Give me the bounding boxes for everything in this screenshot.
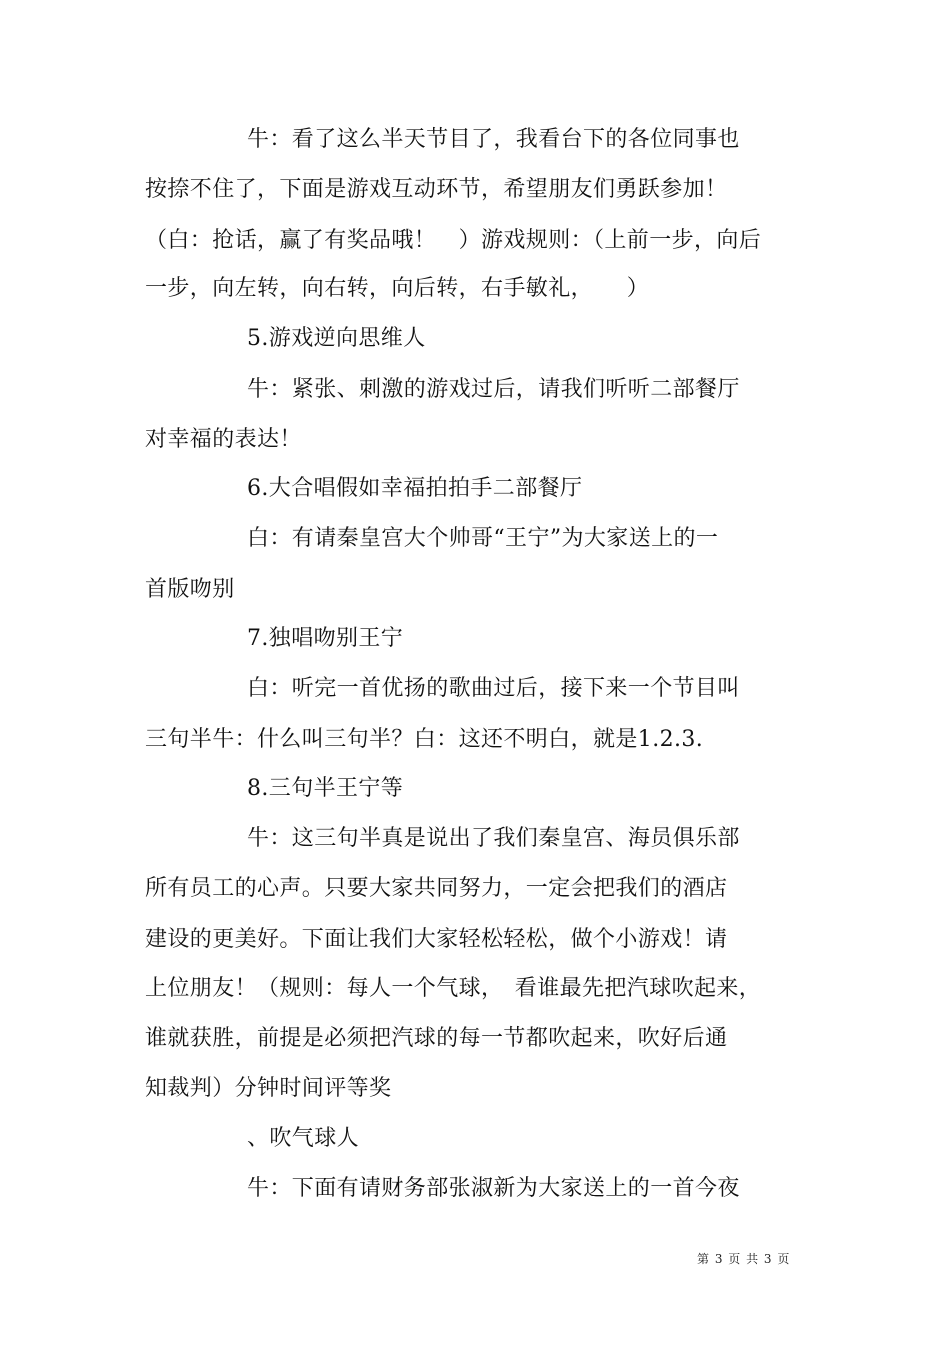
text-line: 建设的更美好。下面让我们大家轻松轻松，做个小游戏！请 (145, 927, 728, 952)
text-line: 上位朋友！（规则：每人一个气球， 看谁最先把汽球吹起来， (145, 976, 762, 1001)
text-line: 三句半牛：什么叫三句半？白：这还不明白，就是1.2.3. (145, 727, 704, 752)
text-line: 牛：下面有请财务部张淑新为大家送上的一首今夜 (247, 1176, 740, 1201)
text-line: 牛：这三句半真是说出了我们秦皇宫、海员俱乐部 (247, 826, 740, 851)
text-line: 按捺不住了，下面是游戏互动环节，希望朋友们勇跃参加！ (145, 177, 728, 202)
text-line: 对幸福的表达！ (145, 427, 302, 452)
text-line: （白：抢话，赢了有奖品哦！ ）游戏规则：（上前一步，向后 (145, 228, 762, 253)
text-line: 谁就获胜，前提是必须把汽球的每一节都吹起来，吹好后通 (145, 1026, 728, 1051)
section-heading: 8.三句半王宁等 (247, 776, 404, 801)
text-line: 牛：紧张、刺激的游戏过后，请我们听听二部餐厅 (247, 377, 740, 402)
text-line: 白：听完一首优扬的歌曲过后，接下来一个节目叫 (247, 676, 740, 701)
text-line: 首版吻别 (145, 577, 235, 602)
section-heading: 、吹气球人 (247, 1126, 360, 1151)
section-heading: 7.独唱吻别王宁 (247, 626, 404, 651)
text-line: 白：有请秦皇宫大个帅哥“王宁”为大家送上的一 (247, 526, 719, 551)
text-line: 牛：看了这么半天节目了，我看台下的各位同事也 (247, 127, 740, 152)
text-line: 知裁判）分钟时间评等奖 (145, 1076, 392, 1101)
text-line: 一步，向左转，向右转，向后转，右手敏礼， ） (145, 276, 650, 301)
page-number-footer: 第 3 页 共 3 页 (697, 1252, 791, 1266)
section-heading: 6.大合唱假如幸福拍拍手二部餐厅 (247, 476, 583, 501)
text-line: 所有员工的心声。只要大家共同努力，一定会把我们的酒店 (145, 876, 728, 901)
section-heading: 5.游戏逆向思维人 (247, 326, 426, 351)
